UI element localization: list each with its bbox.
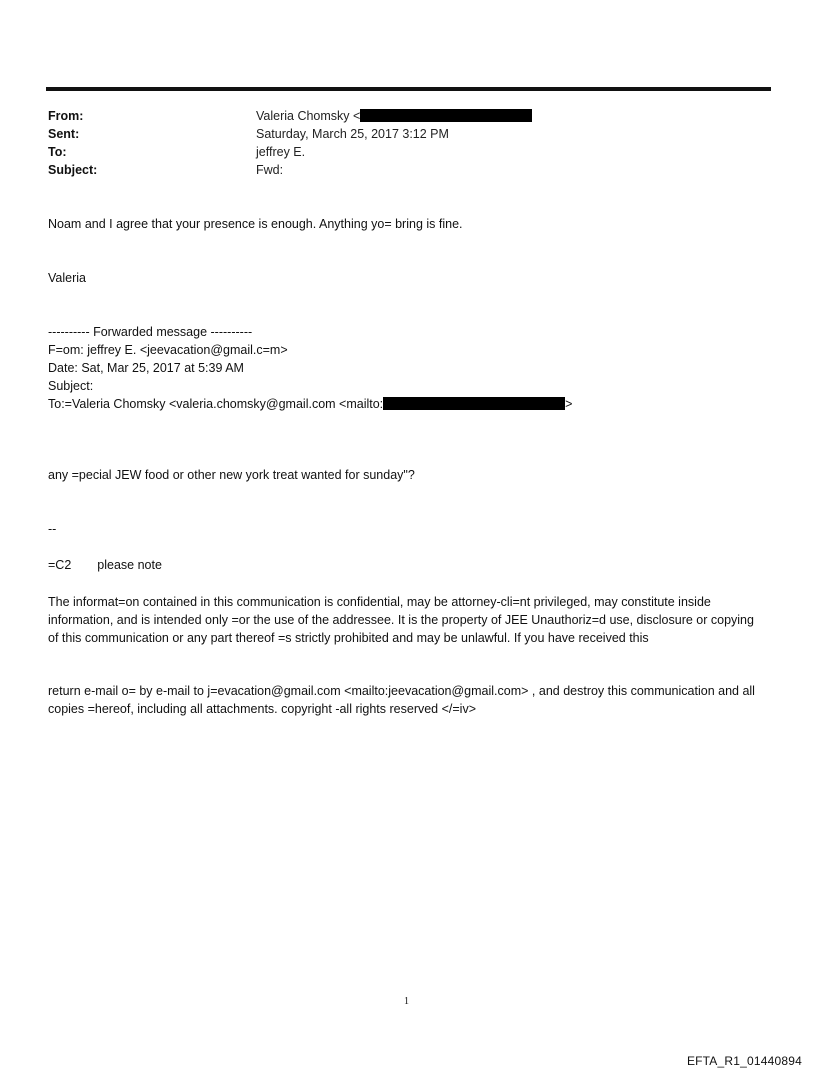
page-number: 1 (404, 996, 409, 1007)
forward-to-text: To:=Valeria Chomsky <valeria.chomsky@gmail.com <mailto: (48, 397, 384, 411)
forward-to (48, 397, 572, 411)
disclaimer-paragraph: The informat=on contained in this communication is confidential, may be attorney-cli=nt privileged, may constitute inside information, and is intended only =or the use of the addressee. It is the property of JEE Unauthoriz=d use, disclosure or copying of this communication or any part thereof =s strictly prohibited and may be unlawful. If you have received this (48, 595, 754, 645)
from-label: From: (48, 109, 84, 123)
note-code: =C2 (48, 558, 72, 572)
note-text: please note (97, 558, 162, 572)
from-name: Valeria Chomsky < (256, 109, 361, 123)
document-id: EFTA_R1_01440894 (686, 1054, 802, 1068)
forward-to-tail: > (565, 397, 573, 411)
disclaimer-paragraph-2: return e-mail o= by e-mail to j=evacation@gmail.com <mailto:jeevacation@gmail.com> , and destroy this communication and all copies =hereof, including all attachments. copyright -all rights reserved </=iv> (48, 684, 755, 716)
forward-subject: Subject: (48, 379, 94, 393)
subject-label: Subject: (48, 163, 98, 177)
signoff: Valeria (48, 271, 86, 285)
redaction-box (383, 397, 565, 410)
from-value (256, 109, 532, 123)
body-line: Noam and I agree that your presence is enough. Anything yo= bring is fine. (48, 217, 463, 231)
forward-date: Date: Sat, Mar 25, 2017 at 5:39 AM (48, 361, 244, 375)
signature-dashes: -- (48, 522, 57, 536)
sent-value: Saturday, March 25, 2017 3:12 PM (256, 127, 449, 141)
header-rule (46, 87, 771, 91)
to-value: jeffrey E. (256, 145, 306, 159)
sent-label: Sent: (48, 127, 80, 141)
note-line (48, 558, 162, 572)
to-label: To: (48, 145, 67, 159)
subject-value: Fwd: (256, 163, 284, 177)
forward-separator: ---------- Forwarded message ---------- (48, 325, 253, 339)
redaction-box (360, 109, 532, 122)
question-line: any =pecial JEW food or other new york treat wanted for sunday"? (48, 468, 415, 482)
forward-from: F=om: jeffrey E. <jeevacation@gmail.c=m> (48, 343, 288, 357)
